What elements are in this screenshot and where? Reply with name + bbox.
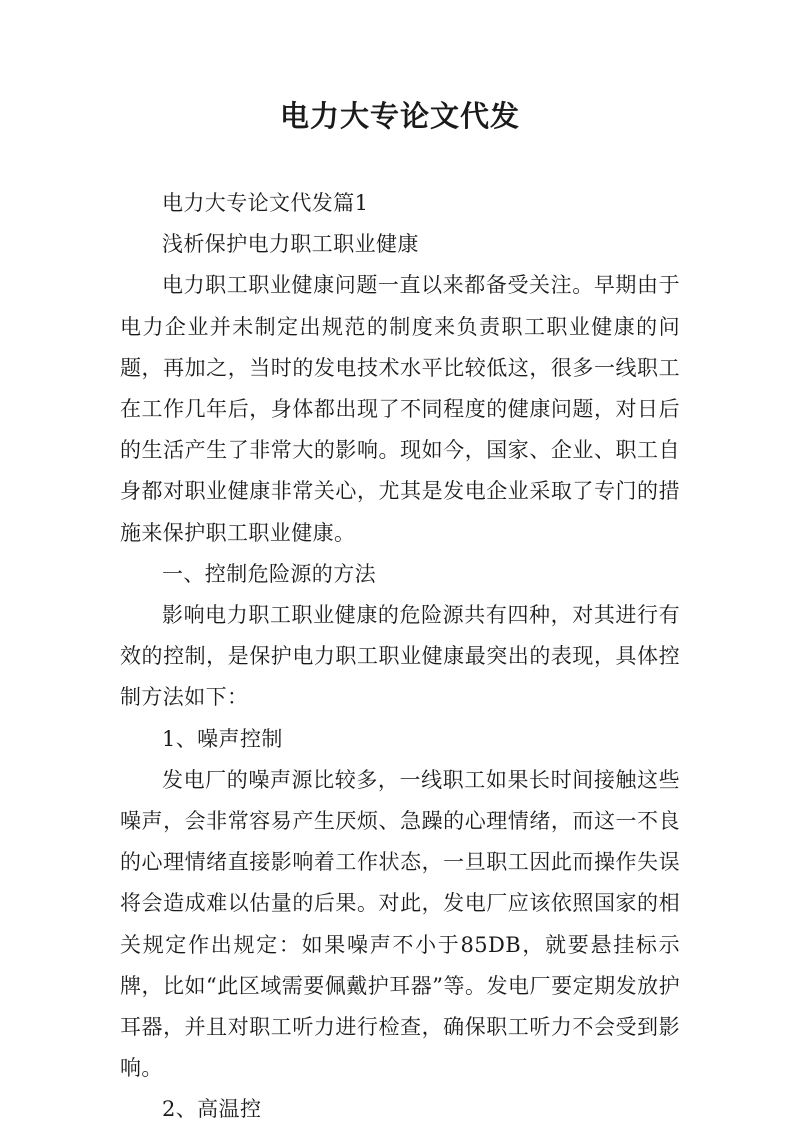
document-body bbox=[120, 183, 680, 1131]
paragraph-heading-noise-control: 1、噪声控制 bbox=[162, 726, 283, 751]
document-title: 电力大专论文代发 bbox=[279, 99, 520, 133]
paragraph-noise-control: 发电厂的噪声源比较多，一线职工如果长时间接触这些噪声，会非常容易产生厌烦、急躁的心理情绪，而这一不良的心理情绪直接影响着工作状态，一旦职工因此而操作失误将会造成难以估量的后果。对此，发电厂应该依照国家的相关规定作出规定：如果噪声不小于85DB，就要悬挂标示牌，比如“此区域需要佩戴护耳器”等。发电厂要定期发放护耳器，并且对职工听力进行检查，确保职工听力不会受到影响。 bbox=[120, 767, 680, 1081]
paragraph-hazard-overview: 影响电力职工职业健康的危险源共有四种，对其进行有效的控制，是保护电力职工职业健康最突出的表现，具体控制方法如下： bbox=[120, 603, 680, 710]
paragraph-intro: 电力职工职业健康问题一直以来都备受关注。早期由于电力企业并未制定出规范的制度来负责职工职业健康的问题，再加之，当时的发电技术水平比较低这，很多一线职工在工作几年后，身体都出现了不同程度的健康问题，对日后的生活产生了非常大的影响。现如今，国家、企业、职工自身都对职业健康非常关心，尤其是发电企业采取了专门的措施来保护职工职业健康。 bbox=[120, 273, 680, 545]
paragraph-heading-heat-control: 2、高温控 bbox=[162, 1097, 262, 1122]
paragraph-article-title: 浅析保护电力职工职业健康 bbox=[162, 232, 419, 257]
paragraph-heading-hazard-control: 一、控制危险源的方法 bbox=[162, 561, 376, 586]
paragraph-section-heading: 电力大专论文代发篇1 bbox=[162, 191, 369, 215]
